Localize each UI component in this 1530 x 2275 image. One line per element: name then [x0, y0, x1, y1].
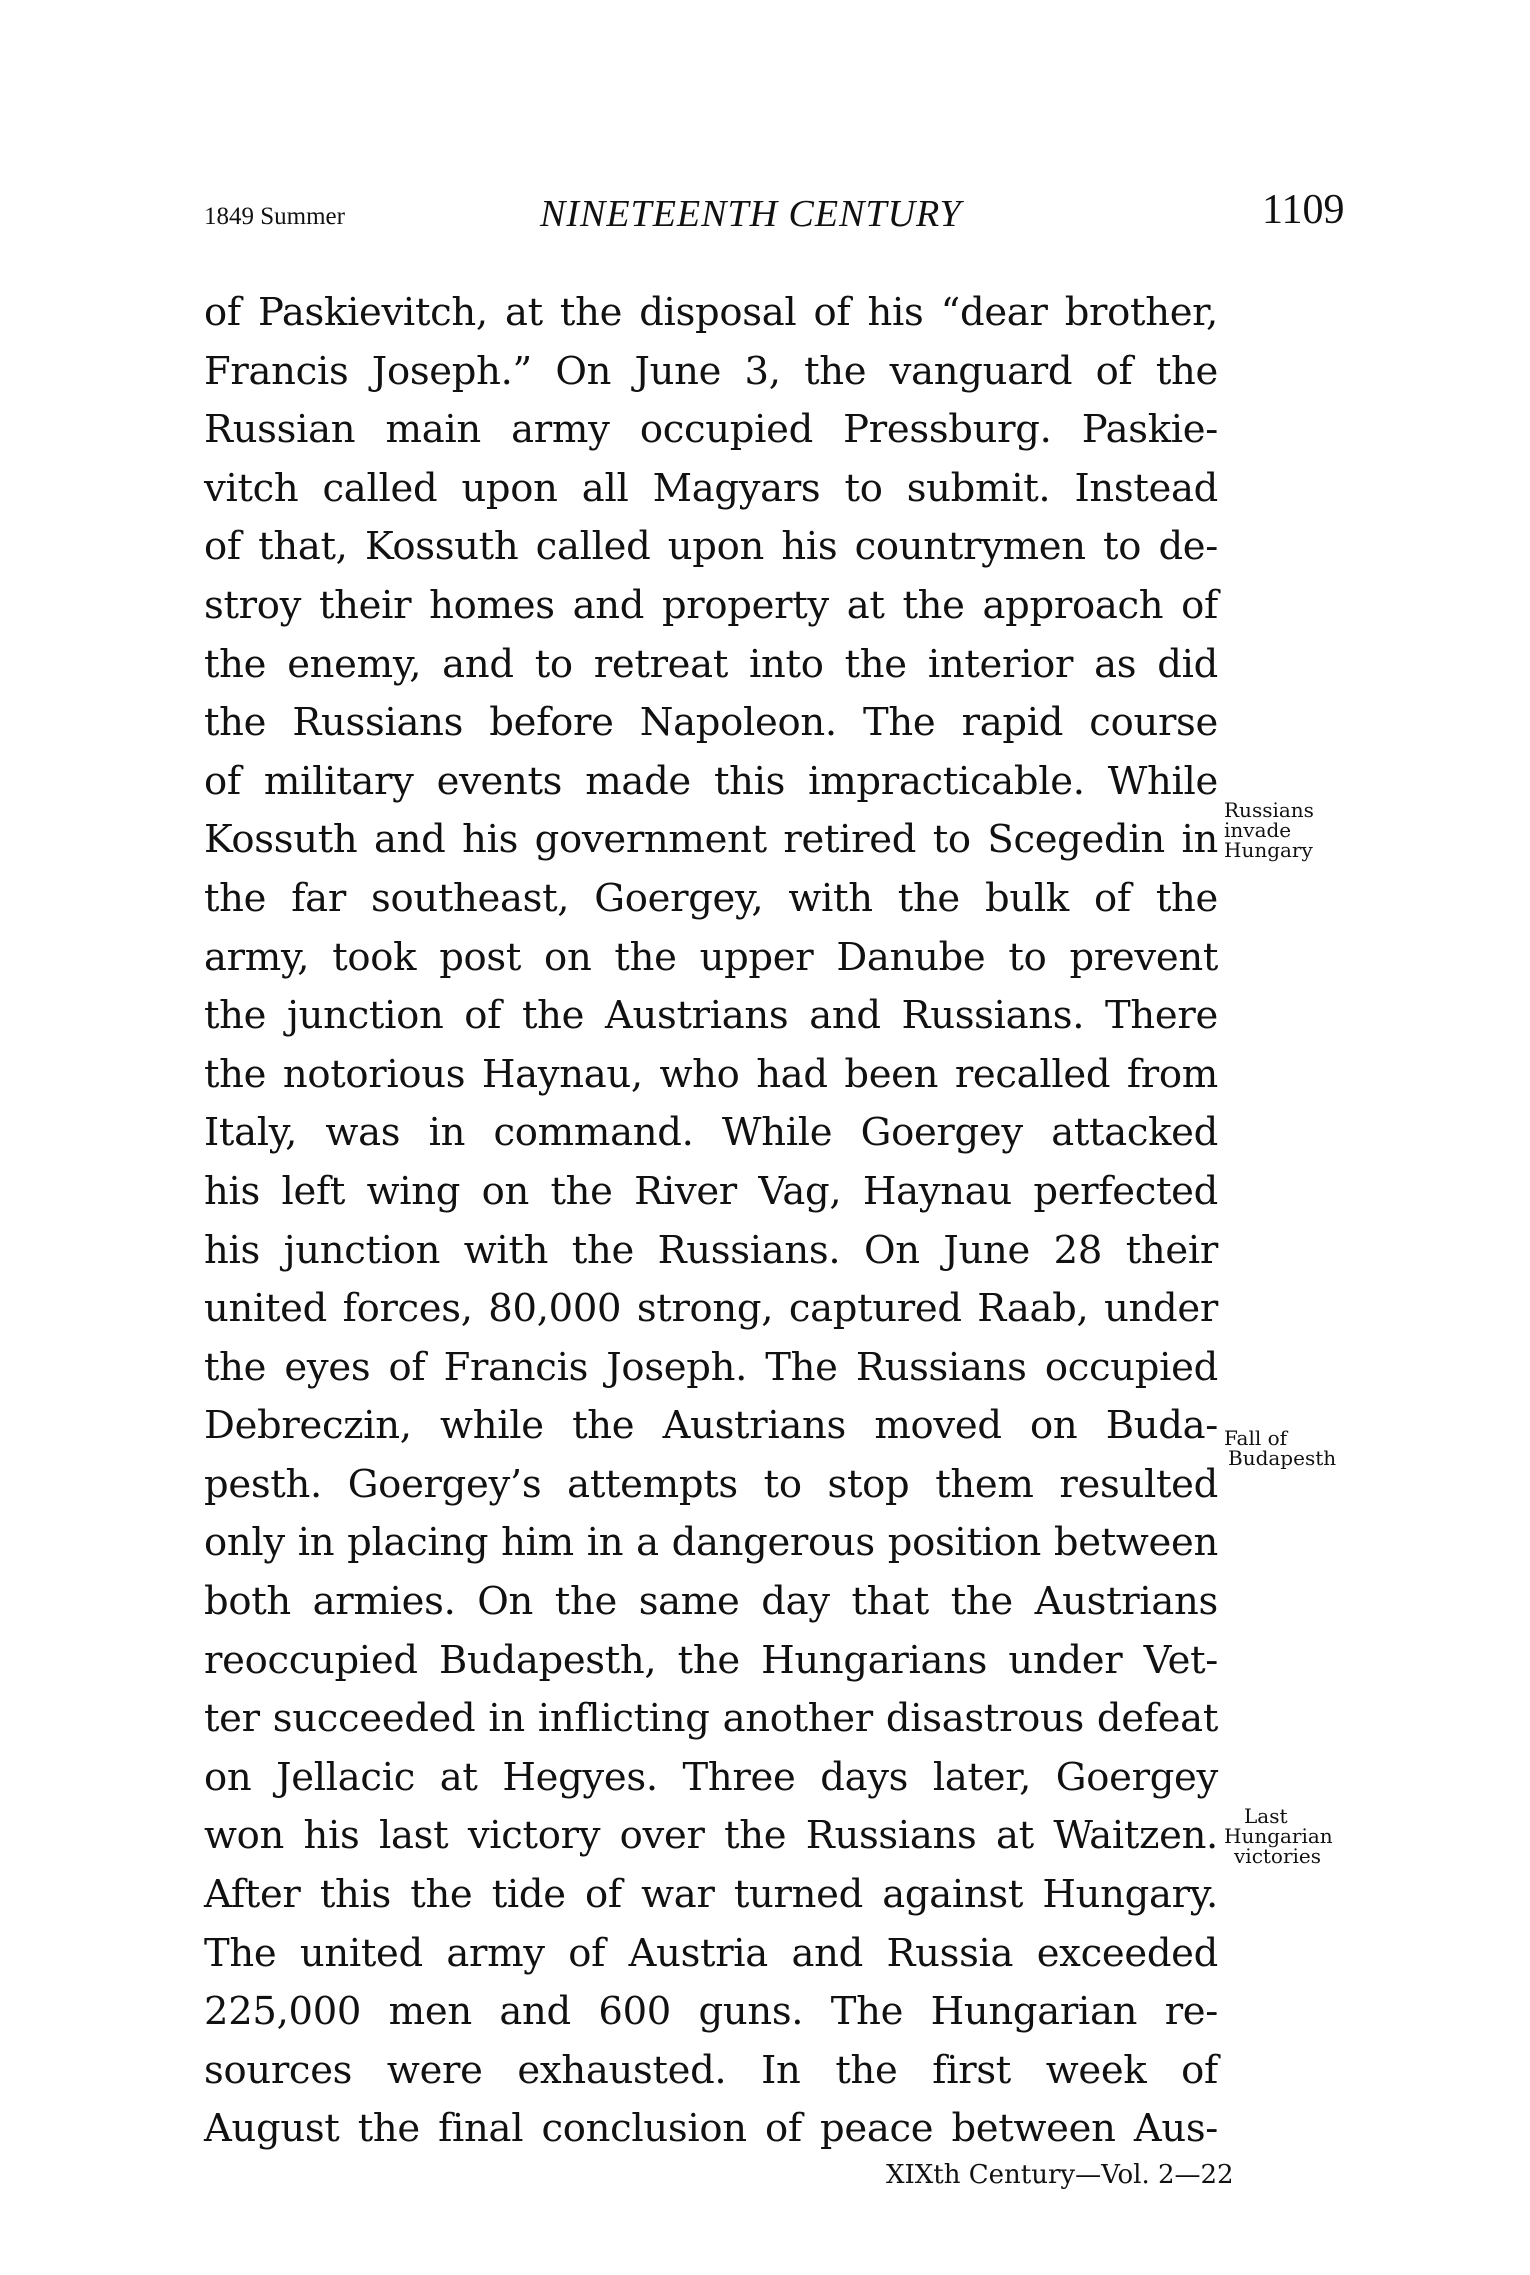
margin-note-russians-invade [1224, 800, 1314, 860]
text-line: pesth. Goergey’s attempts to stop them resulted [204, 1461, 1218, 1507]
text-line: ter succeeded in inflicting another disastrous defeat [204, 1696, 1218, 1742]
text-line: the eyes of Francis Joseph. The Russians occupied [204, 1344, 1218, 1390]
signature-footer: XIXth Century—Vol. 2—22 [886, 2160, 1234, 2190]
text-line: Francis Joseph.” On June 3, the vanguard of the [204, 348, 1218, 394]
text-line: won his last victory over the Russians at Waitzen. [204, 1813, 1218, 1859]
text-line: the notorious Haynau, who had been recalled from [204, 1051, 1218, 1097]
text-line: on Jellacic at Hegyes. Three days later, Goergey [204, 1754, 1218, 1800]
text-line: of military events made this impracticable. While [204, 758, 1218, 804]
text-line: the enemy, and to retreat into the interior as did [204, 641, 1218, 687]
text-line: 225,000 men and 600 guns. The Hungarian re- [204, 1989, 1218, 2035]
margin-note-line: Fall of [1224, 1426, 1288, 1450]
text-line: August the final conclusion of peace between Aus- [204, 2106, 1218, 2152]
text-line: Russian main army occupied Pressburg. Paskie- [204, 407, 1218, 453]
text-line: The united army of Austria and Russia exceeded [204, 1930, 1218, 1976]
text-line: his junction with the Russians. On June 28 their [204, 1227, 1218, 1273]
text-line: stroy their homes and property at the approach of [204, 582, 1218, 628]
text-line: reoccupied Budapesth, the Hungarians under Vet- [204, 1637, 1218, 1683]
text-line: army, took post on the upper Danube to prevent [204, 934, 1218, 980]
text-line: After this the tide of war turned against Hungary. [204, 1872, 1218, 1918]
text-line: Italy, was in command. While Goergey attacked [204, 1110, 1218, 1156]
text-line: vitch called upon all Magyars to submit. Instead [204, 465, 1218, 511]
margin-note-line: Hungary [1224, 838, 1313, 862]
text-line: only in placing him in a dangerous position between [204, 1520, 1218, 1566]
text-line: sources were exhausted. In the first week of [204, 2047, 1218, 2093]
margin-note-line: victories [1234, 1844, 1322, 1868]
margin-note-line: Russians [1224, 798, 1314, 822]
text-line: the far southeast, Goergey, with the bulk of the [204, 875, 1218, 921]
margin-note-line: Hungarian [1224, 1824, 1333, 1848]
running-head-date: 1849 Summer [204, 203, 345, 230]
text-line: of Paskievitch, at the disposal of his “dear brother, [204, 290, 1218, 335]
text-line: Kossuth and his government retired to Scegedin in [204, 817, 1218, 863]
text-line: the junction of the Austrians and Russians. There [204, 993, 1218, 1039]
page-number: 1109 [1262, 187, 1345, 233]
text-line: the Russians before Napoleon. The rapid course [204, 700, 1218, 746]
text-line: of that, Kossuth called upon his countrymen to de- [204, 524, 1218, 570]
margin-note-line: Last [1244, 1804, 1288, 1828]
margin-note-last-victories [1224, 1806, 1333, 1866]
text-line: both armies. On the same day that the Austrians [204, 1579, 1218, 1625]
text-line: united forces, 80,000 strong, captured Raab, under [204, 1286, 1218, 1332]
margin-note-fall-of-budapesth [1224, 1428, 1336, 1468]
text-line: his left wing on the River Vag, Haynau perfected [204, 1168, 1218, 1214]
text-line: Debreczin, while the Austrians moved on Buda- [204, 1403, 1218, 1449]
running-head-title: NINETEENTH CENTURY [540, 193, 962, 235]
margin-note-line: invade [1224, 818, 1292, 842]
body-text [204, 284, 1218, 2159]
margin-note-line: Budapesth [1228, 1446, 1337, 1470]
